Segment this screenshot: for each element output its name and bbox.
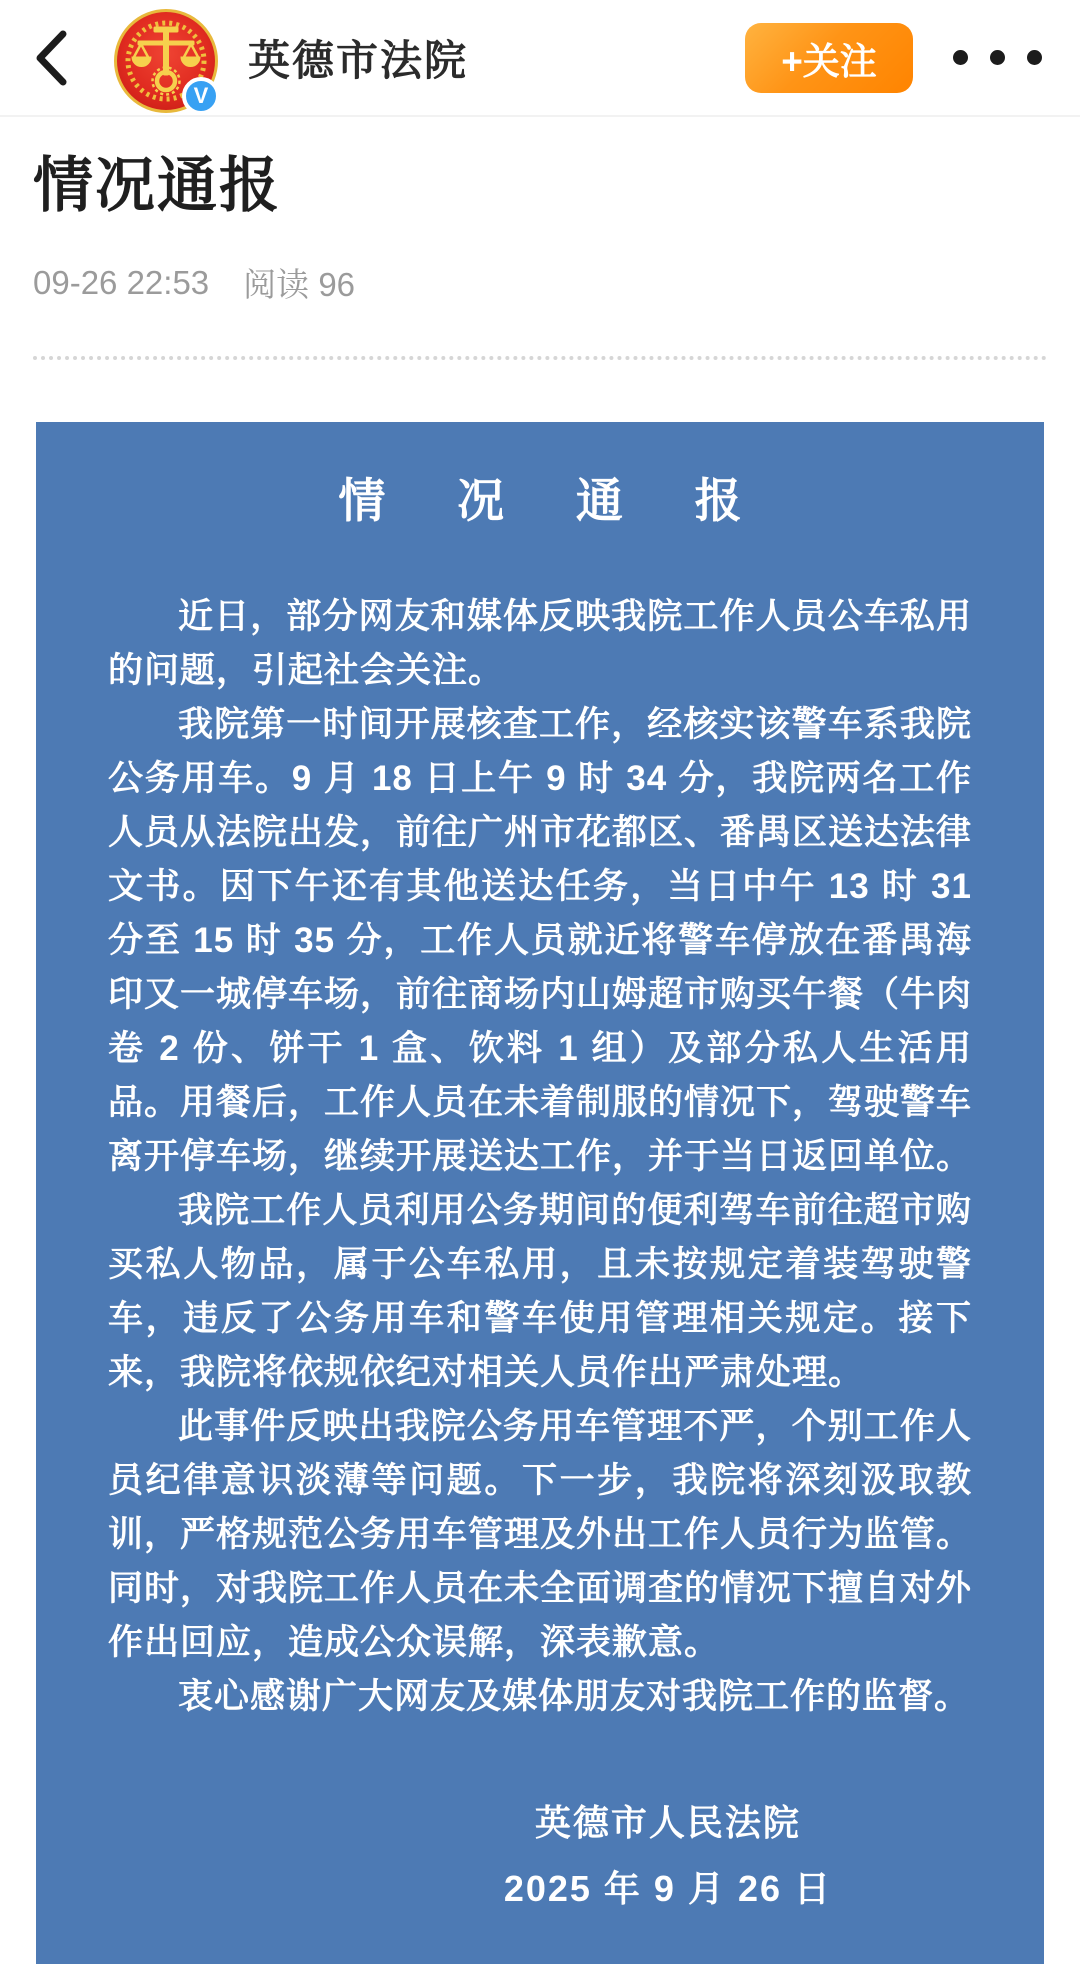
more-menu-button[interactable] <box>953 23 1042 93</box>
notice-paragraph: 衷心感谢广大网友及媒体朋友对我院工作的监督。 <box>178 1677 971 1716</box>
back-button[interactable] <box>34 28 78 88</box>
notice-paragraph: 我院工作人员利用公务期间的便利驾车前往超市购买私人物品，属于公车私用，且未按规定着装驾驶警车，违反了公务用车和警车使用管理相关规定。接下来，我院将依规依纪对相关人员作出严肃处理。 <box>108 1191 972 1392</box>
notice-paragraph: 近日，部分网友和媒体反映我院工作人员公车私用的问题，引起社会关注。 <box>108 597 972 690</box>
chevron-left-icon <box>34 29 68 87</box>
notice-image[interactable] <box>36 422 1044 1964</box>
notice-body <box>108 590 972 1724</box>
follow-button[interactable]: +关注 <box>745 23 913 93</box>
signature-date: 2025 年 9 月 26 日 <box>503 1868 832 1909</box>
account-name[interactable]: 英德市法院 <box>248 36 469 84</box>
publish-time: 09-26 22:53 <box>33 263 210 301</box>
header-bar <box>0 0 1080 117</box>
notice-paragraph: 此事件反映出我院公务用车管理不严，个别工作人员纪律意识淡薄等问题。下一步，我院将深刻汲取教训，严格规范公务用车管理及外出工作人员行为监管。同时，对我院工作人员在未全面调查的情况下擅自对外作出回应，造成公众误解，深表歉意。 <box>108 1407 973 1662</box>
page-title: 情况通报 <box>33 152 281 219</box>
dashed-divider <box>33 356 1047 360</box>
signature-block <box>108 1790 972 1922</box>
notice-title: 情 况 通 报 <box>338 476 772 528</box>
more-dot-icon <box>953 50 968 65</box>
more-dot-icon <box>990 50 1005 65</box>
more-dot-icon <box>1027 50 1042 65</box>
notice-paragraph: 我院第一时间开展核查工作，经核实该警车系我院公务用车。9 月 18 日上午 9 时 34 分，我院两名工作人员从法院出发，前往广州市花都区、番禺区送达法律文书。因下午还有其他送达任务，当日中午 13 时 31 分至 15 时 35 分，工作人员就近将警车停放在番禺海印又一城停车场，前往商场内山姆超市购买午餐（牛肉卷 2 份、饼干 1 盒、饮料 1 组）及部分私人生活用品。用餐后，工作人员在未着制服的情况下，驾驶警车离开停车场，继续开展送达工作，并于当日返回单位。 <box>108 705 973 1176</box>
verified-badge-icon: V <box>182 77 220 115</box>
article-container <box>0 153 1080 1964</box>
article-meta <box>33 259 1047 306</box>
read-count: 阅读 96 <box>243 266 356 303</box>
signature-name: 英德市人民法院 <box>534 1802 801 1843</box>
account-avatar[interactable] <box>114 9 218 113</box>
